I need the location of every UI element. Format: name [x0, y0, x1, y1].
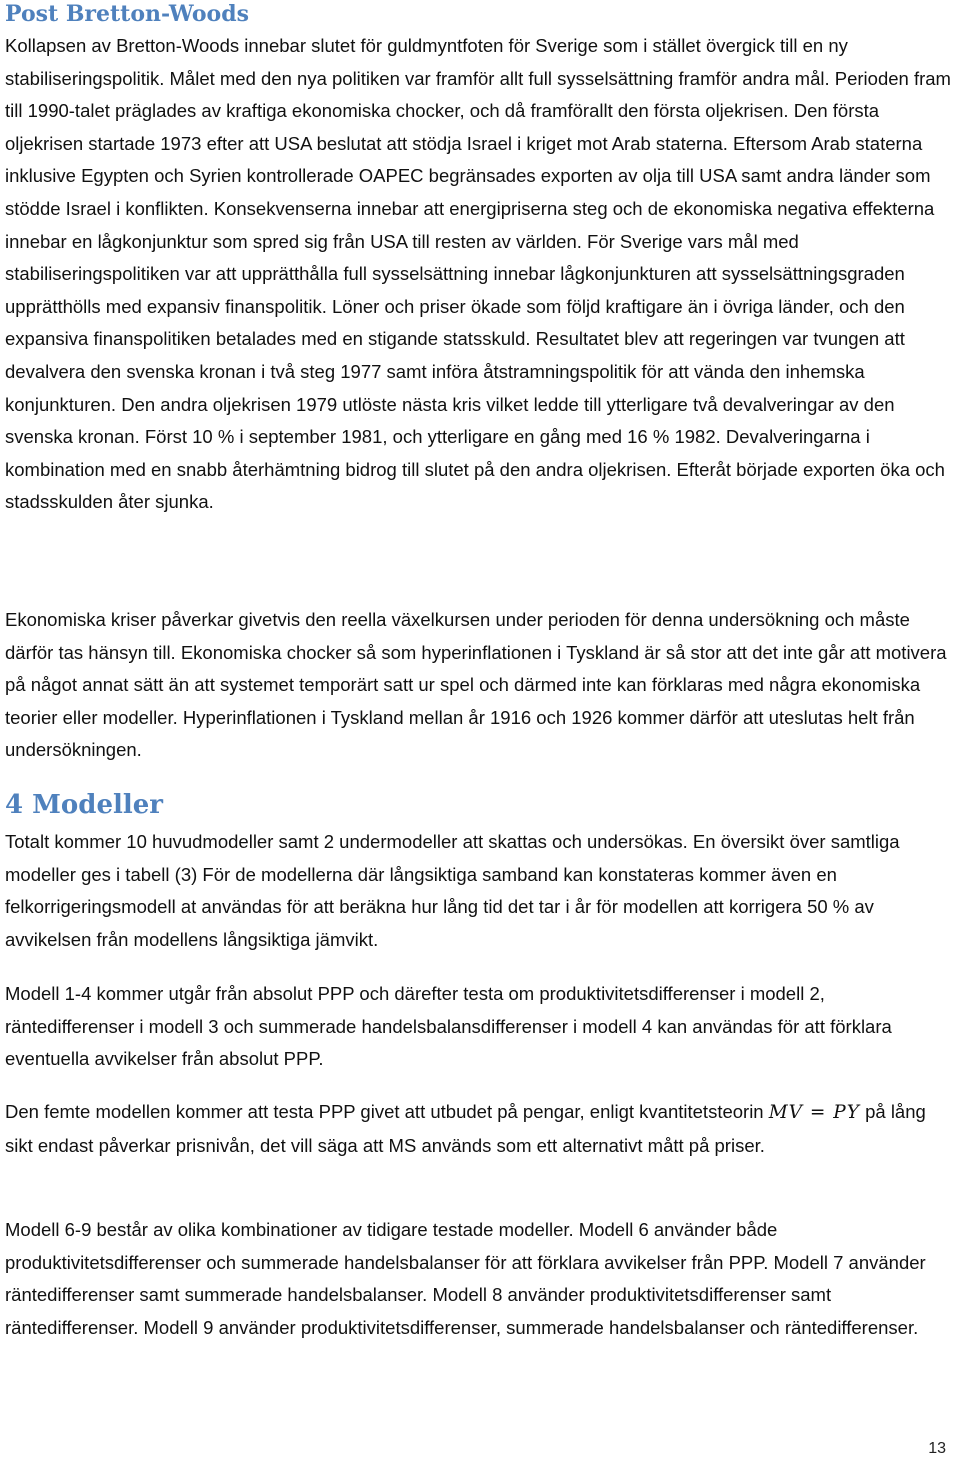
paragraph-models-overview: Totalt kommer 10 huvudmodeller samt 2 undermodeller att skattas och undersökas. En översikt över samtliga modeller ges i tabell (3) För de modellerna där långsiktiga samband kan konstateras kommer även en felkorrigeringsmodell at användas för att beräkna hur lång tid det tar i år för modellen att korrigera 50 % av avvikelsen från modellens långsiktiga jämvikt. — [5, 831, 900, 950]
paragraph-models-6-9: Modell 6-9 består av olika kombinationer av tidigare testade modeller. Modell 6 använder både produktivitetsdifferenser och summerade handelsbalanser för att förklara avvikelser från PPP. Modell 7 använder räntedifferenser samt summerade handelsbalanser. Modell 8 använder produktivitetsdifferenser samt räntedifferenser. Modell 9 använder produktivitetsdifferenser, summerade handelsbalanser och räntedifferenser. — [5, 1219, 926, 1338]
paragraph-bretton-woods-history: Kollapsen av Bretton-Woods innebar slutet för guldmyntfoten för Sverige som i stället övergick till en ny stabiliseringspolitik. Målet med den nya politiken var framför allt full sysselsättning framför andra mål. Perioden fram till 1990-talet präglades av kraftiga ekonomiska chocker, och då framförallt den första oljekrisen. Den första oljekrisen startade 1973 efter att USA beslutat att stödja Israel i kriget mot Arab staterna. Eftersom Arab staterna inklusive Egypten och Syrien kontrollerade OAPEC begränsades exporten av olja till USA samt andra länder som stödde Israel i konflikten. Konsekvenserna innebar att energipriserna steg och de ekonomiska negativa effekterna innebar en lågkonjunktur som spred sig från USA till resten av världen. För Sverige vars mål med stabiliseringspolitiken var att upprätthålla full sysselsättning innebar lågkonjunkturen att sysselsättningsgraden upprätthölls med expansiv finanspolitik. Löner och priser ökade som följd kraftigare än i övriga länder, och den expansiva finanspolitiken betalades med en stigande statsskuld. Resultatet blev att regeringen var tvungen att devalvera den svenska kronan i två steg 1977 samt införa åtstramningspolitik för att vända den inhemska konjunkturen. Den andra oljekrisen 1979 utlöste nästa kris vilket ledde till ytterligare två devalveringar av den svenska kronan. Först 10 % i september 1981, och ytterligare en gång med 16 % 1982. Devalveringarna i kombination med en snabb återhämtning bidrog till slutet på den andra oljekrisen. Efteråt började exporten öka och stadsskulden åter sjunka. — [5, 35, 951, 513]
paragraph-models-1-4: Modell 1-4 kommer utgår från absolut PPP och därefter testa om produktivitetsdifferenser i modell 2, räntedifferenser i modell 3 och summerade handelsbalansdifferenser i modell 4 kan användas för att förklara eventuella avvikelser från absolut PPP. — [5, 983, 892, 1070]
section-heading-post-bretton-woods: Post Bretton-Woods — [5, 1, 249, 27]
paragraph-economic-crises: Ekonomiska kriser påverkar givetvis den reella växelkursen under perioden för denna undersökning och måste därför tas hänsyn till. Ekonomiska chocker så som hyperinflationen i Tyskland är så stor att det inte går att motivera på något annat sätt än att systemet temporärt satt ur spel och därmed inte kan förklaras med några ekonomiska teorier eller modeller. Hyperinflationen i Tyskland mellan år 1916 och 1926 kommer därför att uteslutas helt från undersökningen. — [5, 609, 947, 761]
paragraph-model-5 — [5, 1096, 952, 1162]
section-heading-modeller: 4 Modeller — [5, 790, 163, 820]
model-5-text-end: på lång sikt endast påverkar prisnivån, det vill säga att MS används som ett alternativt mått på priser. — [5, 1101, 926, 1156]
model-5-text-start: Den femte modellen kommer att testa PPP givet att utbudet på pengar, enligt kvantitetsteorin — [5, 1101, 769, 1122]
page-number: 13 — [928, 1440, 946, 1457]
quantity-theory-equation: MV = PY — [768, 1102, 860, 1123]
